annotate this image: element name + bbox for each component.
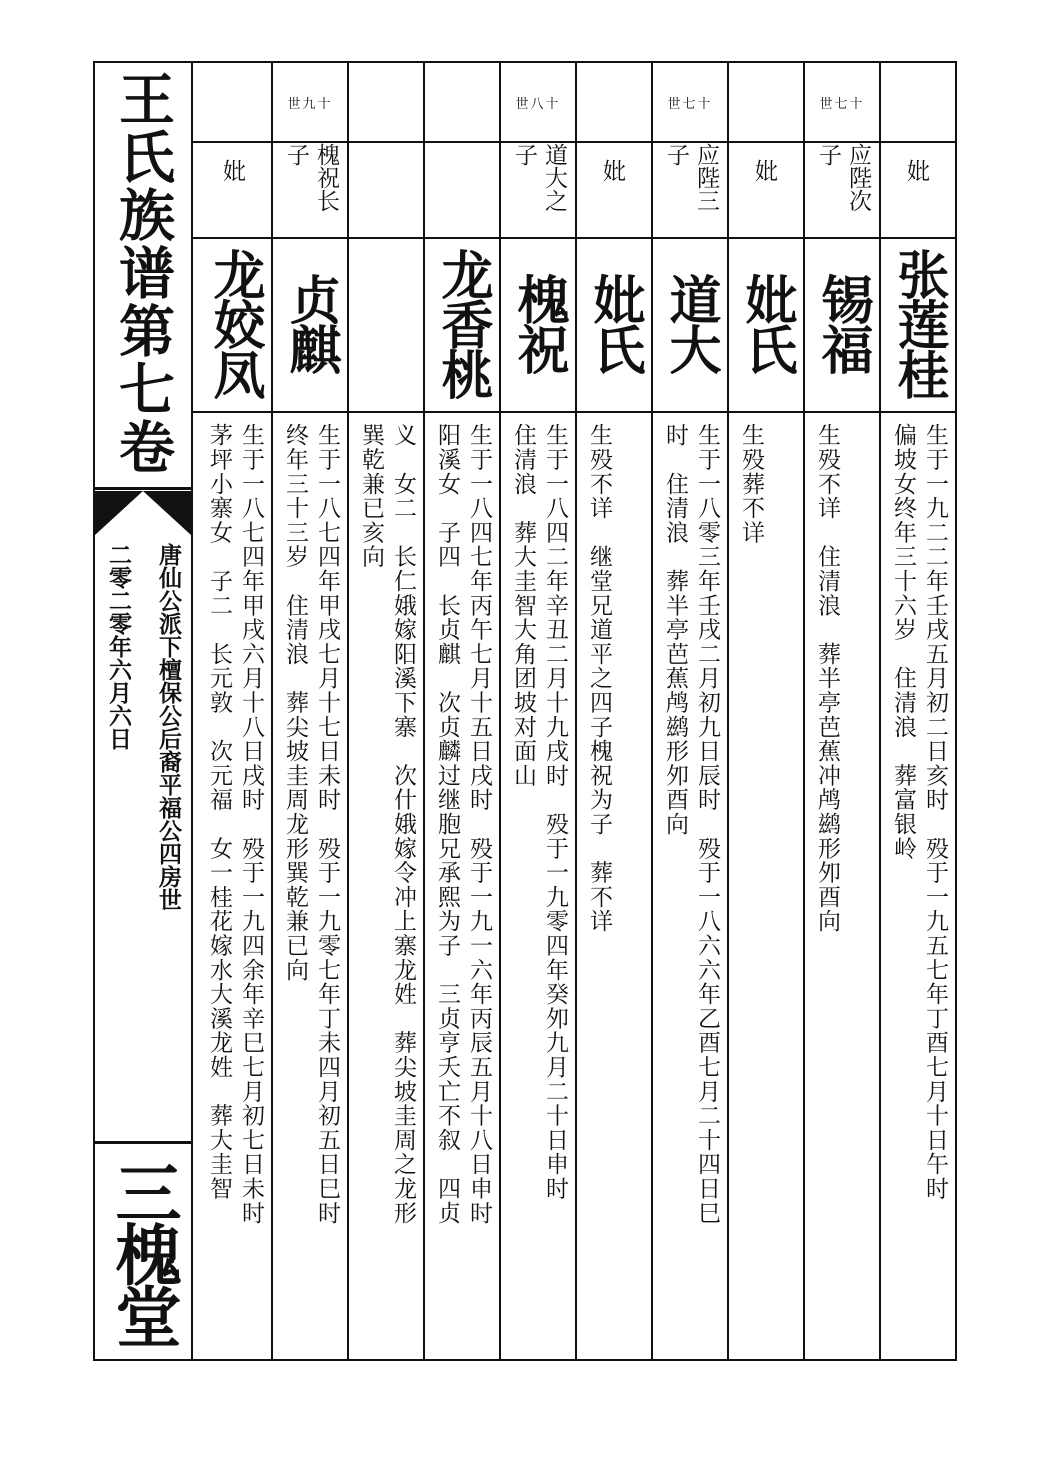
person-name: 槐祝	[508, 273, 569, 373]
relation-label: 应陛次子	[815, 143, 871, 212]
person-name: 龙香桃	[432, 248, 493, 398]
person-biography: 生殁不详 住清浪 葬半亭芭蕉冲鸬鹚形夘酉向	[814, 423, 840, 934]
book-title: 王氏族谱第七卷	[110, 70, 176, 476]
relation-label	[351, 143, 417, 233]
generation-label: 世八十	[515, 97, 561, 112]
genealogy-page	[93, 61, 957, 1361]
person-name: 贞麒	[280, 273, 341, 373]
entry-grid	[193, 61, 957, 1361]
relation-label: 妣	[599, 159, 625, 182]
person-biography: 生于一八七四年甲戌六月十八日戌时 殁于一九四余年辛巳七月初七日未时 茅坪小寨女 子二 长元敦 次元福 女一桂花嫁水大溪龙姓 葬大圭智	[206, 423, 264, 1225]
person-name: 妣氏	[736, 273, 797, 373]
relation-label	[445, 159, 475, 249]
relation-label: 应陛三子	[663, 143, 719, 212]
generation-label: 世七十	[667, 97, 713, 112]
person-name: 龙姣凤	[204, 248, 265, 398]
spine-divider	[95, 487, 191, 490]
hall-name: 三槐堂	[104, 1159, 182, 1345]
person-biography: 生殁不详 继堂兄道平之四子槐祝为子 葬不详	[586, 423, 612, 934]
person-name	[349, 243, 423, 403]
person-name: 道大	[660, 273, 721, 373]
relation-label: 妣	[751, 159, 777, 182]
relation-label: 妣	[903, 159, 929, 182]
publish-date: 二零二零年六月六日	[105, 543, 132, 750]
person-column	[423, 63, 499, 1359]
branch-lineage: 唐仙公派下檀保公后裔平福公四房世	[155, 543, 182, 911]
person-column	[271, 63, 347, 1359]
person-column	[803, 63, 879, 1359]
person-column	[499, 63, 575, 1359]
person-biography: 生殁葬不详	[738, 423, 764, 545]
relation-label: 妣	[219, 159, 245, 182]
person-biography: 生于一八四七年丙午七月十五日戌时 殁于一九一六年丙辰五月十八日申时 阳溪女 子四 长贞麒 次贞麟过继胞兄承熙为子 三贞亨夭亡不叙 四贞	[434, 423, 492, 1225]
spine-divider	[95, 1141, 191, 1144]
fishtail-ornament	[95, 491, 191, 537]
person-biography: 生于一八四二年辛丑二月十九戌时 殁于一九零四年癸夘九月二十日申时 住清浪 葬大圭智大角团坡对面山	[510, 423, 568, 1201]
person-column	[193, 63, 271, 1359]
person-biography: 生于一九二二年壬戌五月初二日亥时 殁于一九五七年丁酉七月十日午时 偏坡女终年三十六岁 住清浪 葬富银岭	[890, 423, 948, 1201]
book-spine	[93, 61, 193, 1361]
person-column	[727, 63, 803, 1359]
person-biography: 义 女二 长仁娥嫁阳溪下寨 次什娥嫁令冲上寨龙姓 葬尖坡圭周之龙形 巽乾兼已亥向	[358, 423, 416, 1225]
person-biography: 生于一八七四年甲戌七月十七日未时 殁于一九零七年丁未四月初五日巳时 终年三十三岁 住清浪 葬尖坡圭周龙形巽乾兼已向	[282, 423, 340, 1225]
person-column	[651, 63, 727, 1359]
person-name: 妣氏	[584, 273, 645, 373]
person-column	[879, 63, 955, 1359]
relation-label: 槐祝长子	[283, 143, 339, 212]
person-biography: 生于一八零三年壬戌二月初九日辰时 殁于一八六六年乙酉七月二十四日巳 时 住清浪 葬半亭芭蕉鸬鹚形夘酉向	[662, 423, 720, 1225]
person-column	[575, 63, 651, 1359]
generation-label: 世九十	[287, 97, 333, 112]
relation-label: 道大之子	[511, 143, 567, 212]
person-name: 锡福	[812, 273, 873, 373]
person-column	[347, 63, 423, 1359]
person-name: 张莲桂	[888, 248, 949, 398]
generation-label: 世七十	[819, 97, 865, 112]
